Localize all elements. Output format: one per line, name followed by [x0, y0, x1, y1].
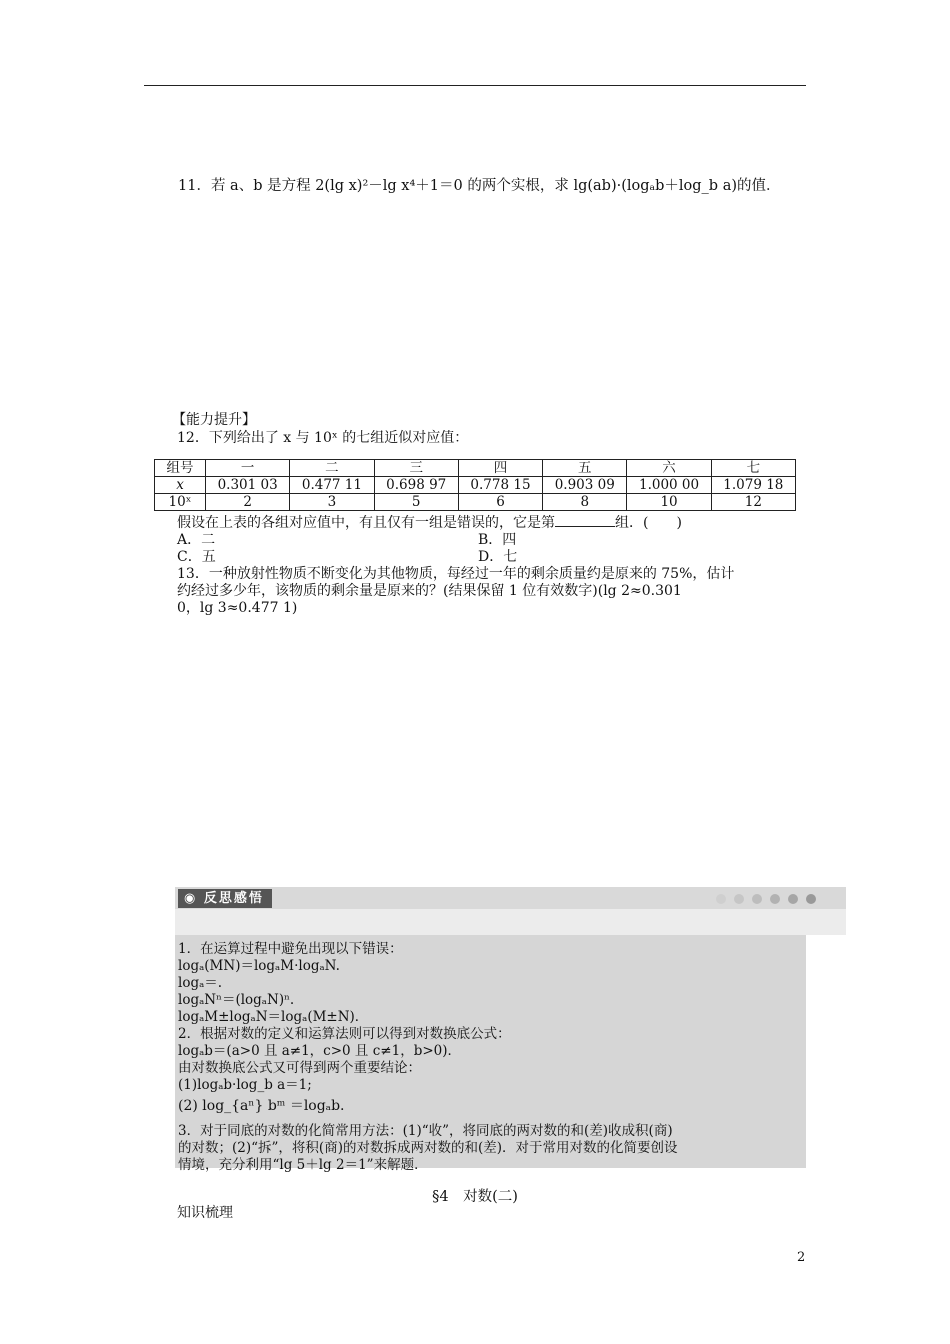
table-cell: 一 [206, 460, 290, 477]
table-cell: 10ˣ [155, 494, 206, 511]
table-row-10x [155, 494, 796, 511]
answer-blank [555, 514, 615, 527]
table-cell: 3 [290, 494, 374, 511]
question-13-line: 约经过多少年，该物质的剩余量是原来的？(结果保留 1 位有效数字)(lg 2≈0.301 [177, 583, 682, 599]
knowledge-heading: 知识梳理 [177, 1205, 233, 1221]
table-cell: 5 [374, 494, 458, 511]
reflect-line: 2．根据对数的定义和运算法则可以得到对数换底公式： [178, 1026, 511, 1042]
reflect-line: 情境，充分利用“lg 5＋lg 2＝1”来解题． [178, 1157, 428, 1173]
table-cell: 0.903 09 [543, 477, 627, 494]
question-12-prompt [177, 512, 682, 532]
dot-icon [806, 894, 816, 904]
reflect-line: 的对数；(2)“拆”，将积(商)的对数拆成两对数的和(差)．对于常用对数的化简要创设 [178, 1140, 678, 1156]
dot-icon [752, 894, 762, 904]
option-d: D．七 [478, 549, 518, 565]
table-cell: 12 [711, 494, 795, 511]
table-header-row [155, 460, 796, 477]
table-cell: 七 [711, 460, 795, 477]
reflect-line: 1．在运算过程中避免出现以下错误： [178, 941, 403, 957]
reflect-line: 3．对于同底的对数的化简常用方法：(1)“收”，将同底的两对数的和(差)收成积(商) [178, 1123, 673, 1139]
section-4-title: §4 对数(二) [432, 1189, 518, 1205]
table-cell: 0.301 03 [206, 477, 290, 494]
dot-icon [734, 894, 744, 904]
option-b: B．四 [478, 532, 517, 548]
value-table [154, 459, 796, 511]
reflect-strip [175, 909, 846, 935]
table-cell: 0.477 11 [290, 477, 374, 494]
table-cell: 10 [627, 494, 711, 511]
header-rule [144, 85, 806, 86]
dot-icon [788, 894, 798, 904]
question-12: 12．下列给出了 x 与 10ˣ 的七组近似对应值： [177, 430, 469, 446]
reflect-line: logₐ＝. [178, 975, 223, 991]
question-11: 11．若 a、b 是方程 2(lg x)²－lg x⁴＋1＝0 的两个实根，求 lg(ab)·(logₐb＋log_b a)的值． [178, 178, 781, 194]
question-13-line: 13．一种放射性物质不断变化为其他物质，每经过一年的剩余质量约是原来的 75%，估计 [177, 566, 735, 582]
page-number: 2 [797, 1250, 806, 1265]
reflect-tag: ◉ 反思感悟 [178, 889, 272, 908]
table-cell: 0.778 15 [458, 477, 542, 494]
dot-icon [716, 894, 726, 904]
reflect-line: logₐM±logₐN＝logₐ(M±N)． [178, 1009, 369, 1025]
reflect-line: (1)logₐb·log_b a＝1; [178, 1077, 312, 1093]
table-cell: 四 [458, 460, 542, 477]
table-cell: 组号 [155, 460, 206, 477]
table-cell: 二 [290, 460, 374, 477]
reflect-line: logₐb＝(a>0 且 a≠1，c>0 且 c≠1，b>0)． [178, 1043, 461, 1059]
table-cell: 三 [374, 460, 458, 477]
table-cell: 0.698 97 [374, 477, 458, 494]
table-cell: x [155, 477, 206, 494]
table-cell: 五 [543, 460, 627, 477]
reflect-line: (2) log_{aⁿ} bᵐ ＝logₐb. [178, 1098, 345, 1114]
question-13-line: 0，lg 3≈0.477 1) [177, 600, 298, 616]
reflect-line: logₐNⁿ＝(logₐN)ⁿ. [178, 992, 295, 1008]
table-cell: 1.079 18 [711, 477, 795, 494]
table-cell: 六 [627, 460, 711, 477]
table-cell: 1.000 00 [627, 477, 711, 494]
table-cell: 6 [458, 494, 542, 511]
decorative-dots [716, 892, 824, 908]
reflect-line: logₐ(MN)＝logₐM·logₐN. [178, 958, 340, 974]
prompt-text: 假设在上表的各组对应值中，有且仅有一组是错误的，它是第 [177, 515, 555, 531]
option-c: C．五 [177, 549, 216, 565]
table-row-x [155, 477, 796, 494]
option-a: A．二 [177, 532, 216, 548]
prompt-text-end: 组．( ) [615, 515, 682, 531]
table-cell: 2 [206, 494, 290, 511]
reflect-line: 由对数换底公式又可得到两个重要结论： [178, 1060, 421, 1076]
table-cell: 8 [543, 494, 627, 511]
section-title-ability: 【能力提升】 [172, 412, 256, 428]
dot-icon [770, 894, 780, 904]
